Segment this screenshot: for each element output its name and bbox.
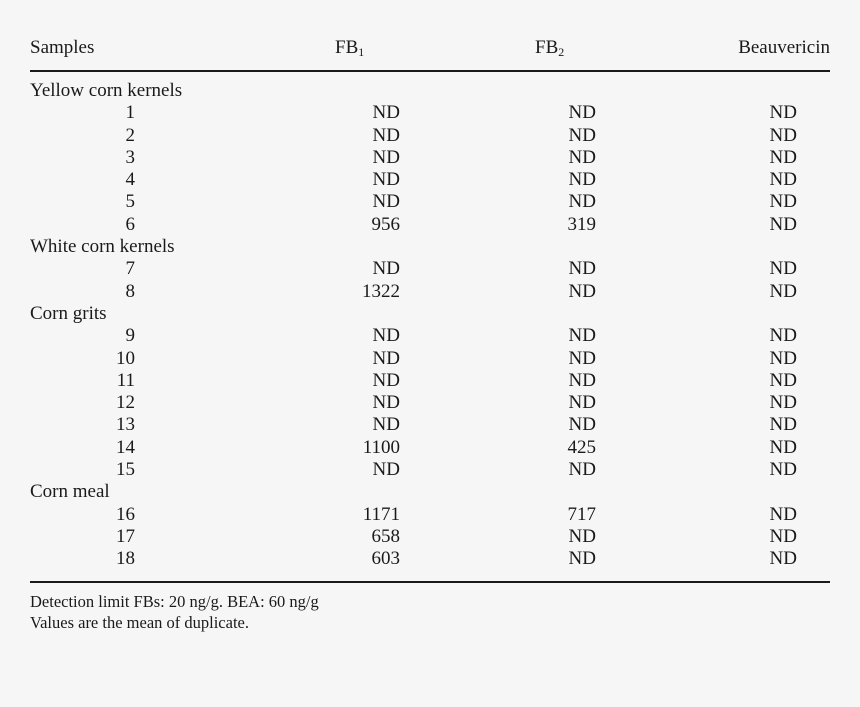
cell-fb1: 1322 bbox=[362, 280, 400, 302]
cell-fb2: ND bbox=[568, 347, 596, 369]
table-row bbox=[30, 147, 830, 169]
table-row bbox=[30, 504, 830, 526]
header-fb1-subscript: 1 bbox=[358, 45, 365, 59]
cell-sample: 11 bbox=[116, 369, 135, 391]
cell-fb2: ND bbox=[568, 280, 596, 302]
cell-fb1: ND bbox=[372, 258, 400, 280]
cell-beauvericin: ND bbox=[769, 102, 797, 124]
cell-beauvericin: ND bbox=[769, 369, 797, 391]
cell-fb1: ND bbox=[372, 102, 400, 124]
cell-sample: 1 bbox=[125, 102, 135, 124]
table-row bbox=[30, 258, 830, 280]
cell-fb2: 425 bbox=[567, 436, 596, 458]
group-label: Corn meal bbox=[30, 481, 110, 503]
table-row bbox=[30, 526, 830, 548]
cell-fb2: ND bbox=[568, 102, 596, 124]
group-row bbox=[30, 236, 830, 258]
cell-fb1: ND bbox=[372, 146, 400, 168]
table-row bbox=[30, 214, 830, 236]
cell-fb1: ND bbox=[372, 124, 400, 146]
cell-fb2: ND bbox=[568, 258, 596, 280]
cell-sample: 3 bbox=[125, 146, 135, 168]
cell-fb1: ND bbox=[372, 414, 400, 436]
cell-beauvericin: ND bbox=[769, 213, 797, 235]
cell-beauvericin: ND bbox=[769, 548, 797, 570]
header-beauvericin-label: Beauvericin bbox=[738, 37, 830, 58]
group-label: Yellow corn kernels bbox=[30, 80, 183, 101]
cell-sample: 5 bbox=[125, 191, 135, 213]
cell-sample: 17 bbox=[116, 525, 135, 547]
cell-sample: 8 bbox=[125, 280, 135, 302]
note-detection-limit: Detection limit FBs: 20 ng/g. BEA: 60 ng/g bbox=[30, 591, 319, 611]
cell-fb1: ND bbox=[372, 392, 400, 414]
table-row bbox=[30, 125, 830, 147]
table-row bbox=[30, 414, 830, 436]
cell-fb2: ND bbox=[568, 169, 596, 191]
header-samples bbox=[30, 34, 230, 71]
cell-beauvericin: ND bbox=[769, 124, 797, 146]
cell-beauvericin: ND bbox=[769, 525, 797, 547]
cell-fb2: ND bbox=[568, 325, 596, 347]
cell-fb2: 717 bbox=[567, 503, 596, 525]
cell-fb2: 319 bbox=[567, 213, 596, 235]
cell-fb2: ND bbox=[568, 124, 596, 146]
cell-fb1: 658 bbox=[371, 525, 400, 547]
table-row bbox=[30, 459, 830, 481]
mycotoxin-table bbox=[30, 34, 830, 575]
note-duplicate: Values are the mean of duplicate. bbox=[30, 612, 249, 632]
table-row bbox=[30, 191, 830, 213]
cell-beauvericin: ND bbox=[769, 503, 797, 525]
table-row bbox=[30, 102, 830, 124]
header-fb2 bbox=[430, 34, 630, 71]
header-fb1-label: FB bbox=[335, 37, 359, 58]
cell-fb1: ND bbox=[372, 191, 400, 213]
cell-beauvericin: ND bbox=[769, 414, 797, 436]
table-row bbox=[30, 548, 830, 574]
group-label: Corn grits bbox=[30, 302, 107, 324]
group-row bbox=[30, 481, 830, 503]
cell-fb2: ND bbox=[568, 414, 596, 436]
cell-fb1: 603 bbox=[371, 548, 400, 570]
table-body bbox=[30, 71, 830, 575]
cell-fb1: ND bbox=[372, 325, 400, 347]
cell-fb2: ND bbox=[568, 548, 596, 570]
cell-sample: 4 bbox=[125, 169, 135, 191]
header-fb1 bbox=[230, 34, 430, 71]
cell-sample: 15 bbox=[116, 459, 135, 481]
cell-sample: 16 bbox=[116, 503, 135, 525]
table-row bbox=[30, 325, 830, 347]
cell-beauvericin: ND bbox=[769, 191, 797, 213]
cell-sample: 12 bbox=[116, 392, 135, 414]
cell-fb2: ND bbox=[568, 369, 596, 391]
cell-sample: 10 bbox=[116, 347, 135, 369]
cell-sample: 9 bbox=[125, 325, 135, 347]
table-row bbox=[30, 281, 830, 303]
cell-sample: 18 bbox=[116, 548, 135, 570]
cell-sample: 13 bbox=[116, 414, 135, 436]
bottom-rule bbox=[30, 581, 830, 583]
cell-beauvericin: ND bbox=[769, 169, 797, 191]
table-row bbox=[30, 169, 830, 191]
cell-fb1: 1100 bbox=[362, 436, 400, 458]
header-samples-label: Samples bbox=[30, 37, 95, 58]
group-label: White corn kernels bbox=[30, 236, 175, 258]
cell-fb1: ND bbox=[372, 369, 400, 391]
cell-beauvericin: ND bbox=[769, 280, 797, 302]
cell-fb1: 956 bbox=[371, 213, 400, 235]
cell-fb2: ND bbox=[568, 525, 596, 547]
cell-fb1: ND bbox=[372, 169, 400, 191]
cell-beauvericin: ND bbox=[769, 436, 797, 458]
cell-fb2: ND bbox=[568, 459, 596, 481]
cell-fb2: ND bbox=[568, 191, 596, 213]
cell-beauvericin: ND bbox=[769, 347, 797, 369]
header-beauvericin bbox=[630, 34, 830, 71]
cell-sample: 6 bbox=[125, 213, 135, 235]
cell-beauvericin: ND bbox=[769, 258, 797, 280]
cell-fb1: ND bbox=[372, 347, 400, 369]
cell-fb2: ND bbox=[568, 146, 596, 168]
cell-beauvericin: ND bbox=[769, 459, 797, 481]
cell-fb1: 1171 bbox=[362, 503, 400, 525]
cell-fb2: ND bbox=[568, 392, 596, 414]
data-table-container bbox=[30, 34, 830, 633]
cell-fb1: ND bbox=[372, 459, 400, 481]
header-fb2-label: FB bbox=[535, 37, 559, 58]
cell-beauvericin: ND bbox=[769, 392, 797, 414]
cell-sample: 14 bbox=[116, 436, 135, 458]
header-row bbox=[30, 34, 830, 71]
table-notes bbox=[30, 591, 830, 633]
table-row bbox=[30, 370, 830, 392]
table-row bbox=[30, 348, 830, 370]
cell-sample: 7 bbox=[125, 258, 135, 280]
cell-beauvericin: ND bbox=[769, 325, 797, 347]
cell-sample: 2 bbox=[125, 124, 135, 146]
group-row bbox=[30, 303, 830, 325]
group-row bbox=[30, 71, 830, 102]
table-row bbox=[30, 437, 830, 459]
table-row bbox=[30, 392, 830, 414]
header-fb2-subscript: 2 bbox=[558, 45, 565, 59]
cell-beauvericin: ND bbox=[769, 146, 797, 168]
